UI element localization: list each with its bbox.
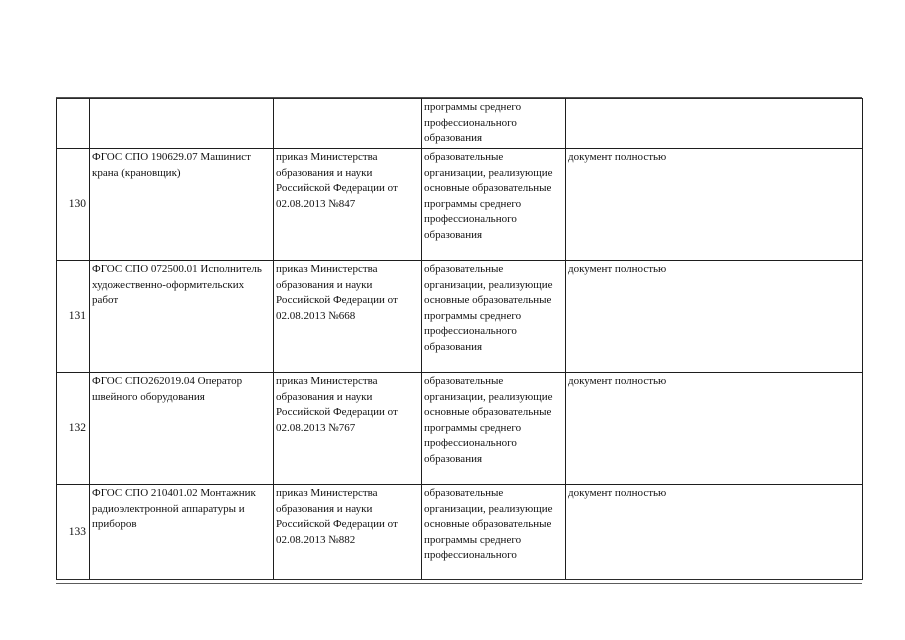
standard-name: ФГОС СПО 072500.01 Исполнитель художественно-оформительских работ: [90, 261, 274, 373]
row-number: 130: [57, 149, 90, 261]
table-row: [57, 99, 863, 149]
standard-name: ФГОС СПО 190629.07 Машинист крана (крановщик): [90, 149, 274, 261]
table-bottom-edge: [56, 583, 862, 584]
table-row: [57, 261, 863, 373]
scope-of-application: образовательные организации, реализующие основные образовательные программы среднего профессионального: [422, 485, 566, 580]
table-row: [57, 149, 863, 261]
application-note: документ полностью: [566, 149, 863, 261]
approving-document: [274, 99, 422, 149]
standard-name: ФГОС СПО262019.04 Оператор швейного оборудования: [90, 373, 274, 485]
table-row: [57, 485, 863, 580]
application-note: документ полностью: [566, 373, 863, 485]
approving-document: приказ Министерства образования и науки Российской Федерации от 02.08.2013 №668: [274, 261, 422, 373]
approving-document: приказ Министерства образования и науки Российской Федерации от 02.08.2013 №767: [274, 373, 422, 485]
application-note: [566, 99, 863, 149]
application-note: документ полностью: [566, 485, 863, 580]
row-number: 132: [57, 373, 90, 485]
approving-document: приказ Министерства образования и науки Российской Федерации от 02.08.2013 №847: [274, 149, 422, 261]
scope-of-application: образовательные организации, реализующие основные образовательные программы среднего профессионального образования: [422, 149, 566, 261]
scope-of-application: образовательные организации, реализующие основные образовательные программы среднего профессионального образования: [422, 261, 566, 373]
row-number: 131: [57, 261, 90, 373]
approving-document: приказ Министерства образования и науки Российской Федерации от 02.08.2013 №882: [274, 485, 422, 580]
row-number: 133: [57, 485, 90, 580]
application-note: документ полностью: [566, 261, 863, 373]
row-number: [57, 99, 90, 149]
table-row: [57, 373, 863, 485]
scope-of-application: образовательные организации, реализующие основные образовательные программы среднего профессионального образования: [422, 373, 566, 485]
standard-name: ФГОС СПО 210401.02 Монтажник радиоэлектронной аппаратуры и приборов: [90, 485, 274, 580]
standard-name: [90, 99, 274, 149]
standards-table: [56, 98, 863, 580]
standards-table-wrap: [56, 98, 862, 584]
scope-of-application: программы среднего профессионального образования: [422, 99, 566, 149]
